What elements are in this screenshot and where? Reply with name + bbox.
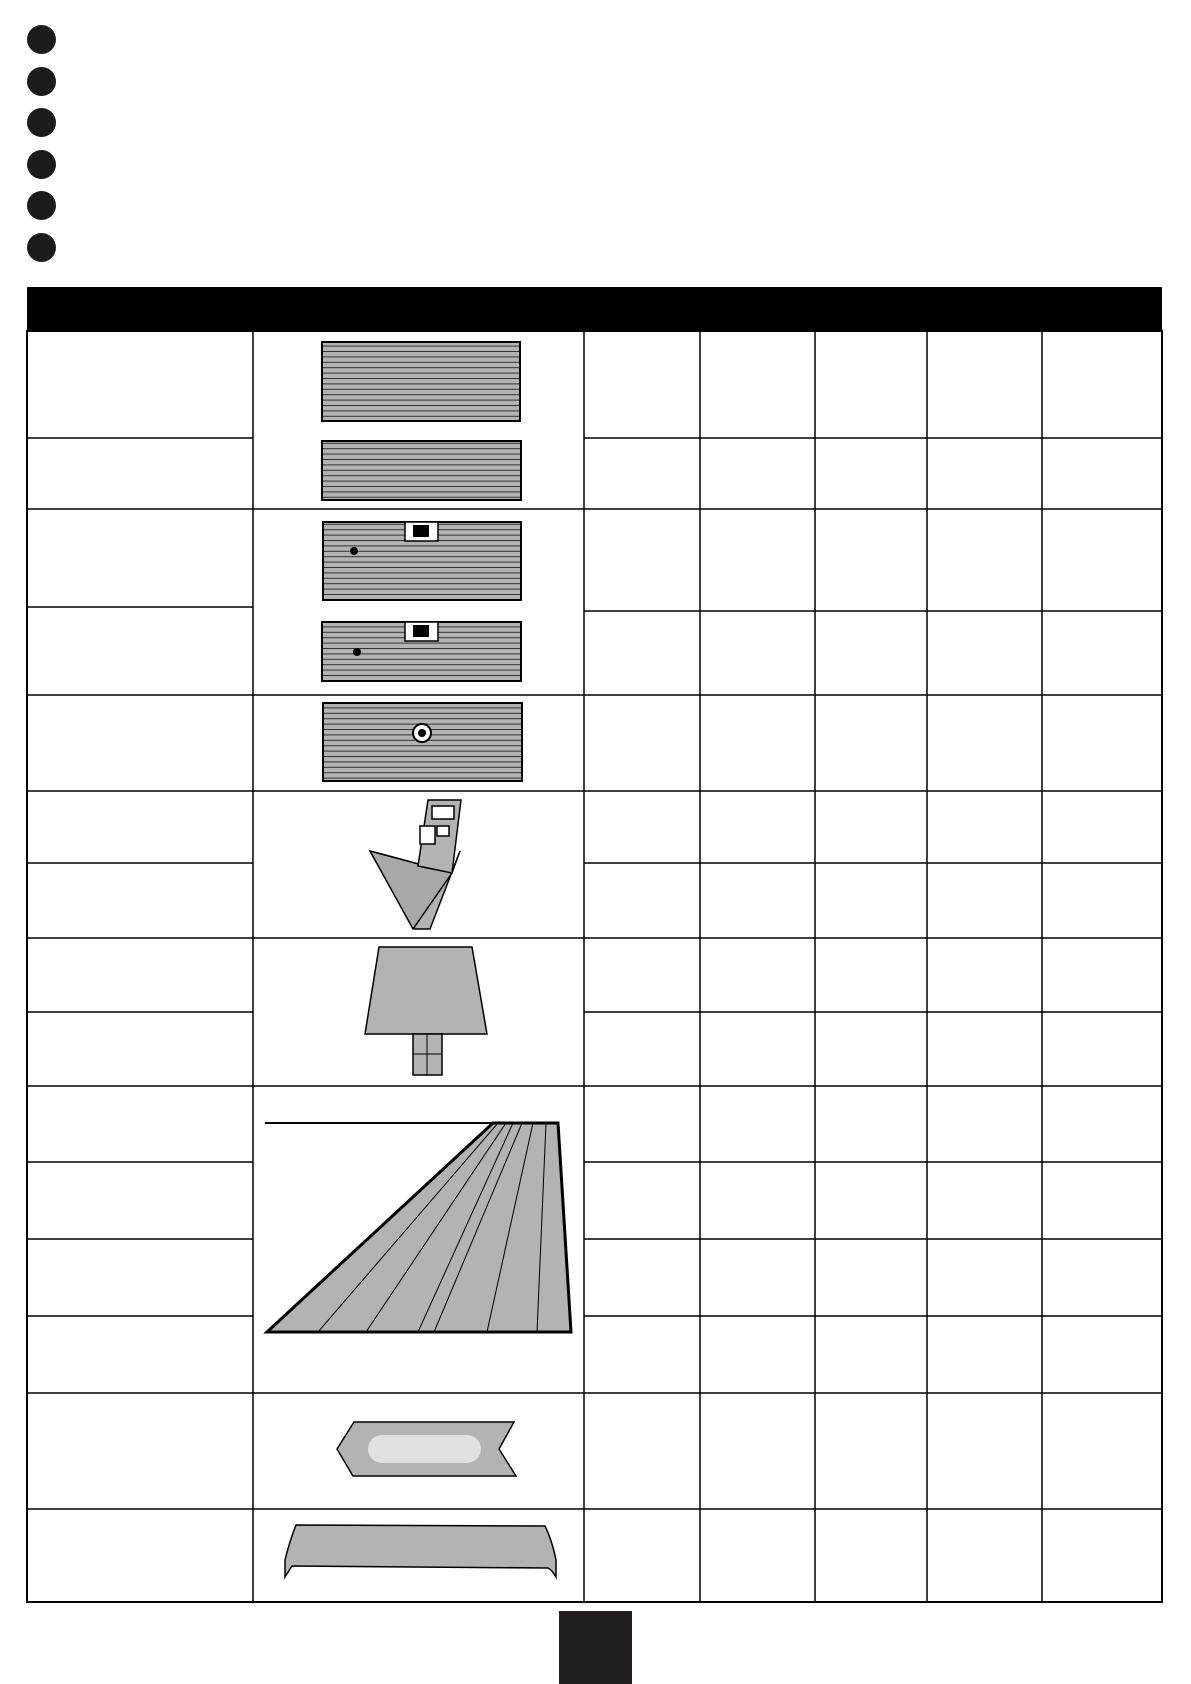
window-panel-illustration <box>323 703 522 781</box>
part-name-cell <box>27 1393 253 1509</box>
corner-profile-illustration <box>370 800 461 929</box>
header-label-qty-1 <box>584 287 700 331</box>
ridge-cap-illustration <box>337 1422 516 1476</box>
part-name-cell <box>27 1012 253 1086</box>
part-name-cell <box>27 509 253 607</box>
part-name-cell <box>27 938 253 1012</box>
page-number-tab <box>559 1611 632 1684</box>
header-label-qty-2 <box>700 287 815 331</box>
header-label-qty-3 <box>815 287 927 331</box>
part-name-cell <box>27 1086 253 1162</box>
part-name-cell <box>27 331 253 438</box>
part-name-cell <box>27 791 253 863</box>
part-name-cell <box>27 1239 253 1316</box>
header-label-qty-4 <box>927 287 1042 331</box>
part-name-cell <box>27 1316 253 1393</box>
header-label-part <box>27 287 253 331</box>
part-name-cell <box>27 1509 253 1602</box>
header-label-qty-5 <box>1042 287 1162 331</box>
part-name-cell <box>27 863 253 938</box>
header-label-image <box>253 287 584 331</box>
part-name-cell <box>27 1162 253 1239</box>
part-name-cell <box>27 695 253 791</box>
part-name-cell <box>27 607 253 695</box>
part-name-cell <box>27 438 253 509</box>
gutter-cover-illustration <box>285 1525 556 1577</box>
door-panel-illustration <box>322 522 521 681</box>
roof-connector-illustration <box>365 947 487 1075</box>
roof-panel-illustration <box>265 1123 571 1332</box>
wall-panel-illustration <box>322 342 521 500</box>
